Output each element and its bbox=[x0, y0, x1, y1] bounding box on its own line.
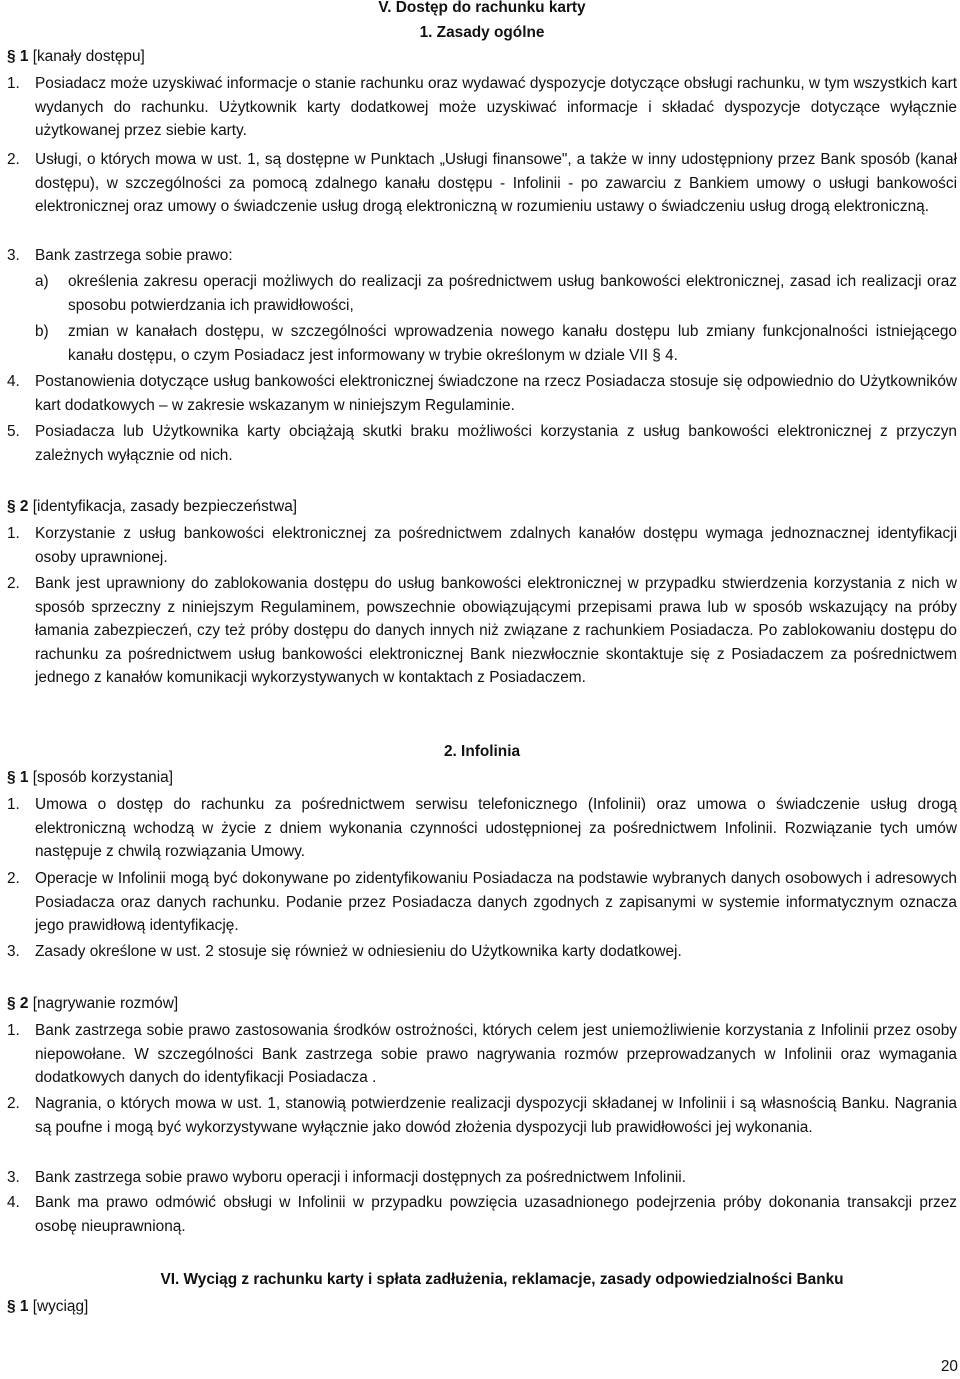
list-item: 3. Bank zastrzega sobie prawo: bbox=[7, 247, 233, 264]
paragraph-heading: § 1 [wyciąg] bbox=[7, 1298, 89, 1315]
list-item: 1. Umowa o dostęp do rachunku za pośrednictwem serwisu telefonicznego (Infolinii) oraz umowa o świadczenie usług drogą elektroniczną wchodzą w życie z dniem wykonania czynności udostępnionej za pośrednictwem Infolinii. Rozwiązanie tych umów następuje z chwilą rozwiązania Umowy. bbox=[7, 796, 957, 861]
section-symbol: § bbox=[7, 995, 16, 1012]
page-number: 20 bbox=[940, 1358, 958, 1375]
list-item: 1. Korzystanie z usług bankowości elektronicznej za pośrednictwem zdalnych kanałów dostępu wymaga jednoznacznej identyfikacji osoby uprawnionej. bbox=[7, 525, 957, 566]
paragraph-heading: § 2 [identyfikacja, zasady bezpieczeństwa] bbox=[7, 498, 298, 515]
paragraph-heading: § 1 [kanały dostępu] bbox=[7, 48, 145, 65]
paragraph-heading: § 2 [nagrywanie rozmów] bbox=[7, 995, 179, 1012]
section-symbol: § bbox=[7, 48, 16, 65]
list-item: 3. Bank zastrzega sobie prawo wyboru operacji i informacji dostępnych za pośrednictwem Infolinii. bbox=[7, 1169, 686, 1186]
list-item: 2. Bank jest uprawniony do zablokowania dostępu do usług bankowości elektronicznej w przypadku stwierdzenia korzystania z nich w sposób sprzeczny z niniejszym Regulaminem, powszechnie obowiązującymi przepisami prawa lub w sposób wskazujący na próby łamania zabezpieczeń, czy też próby dostępu do danych innych niż związane z rachunkiem Posiadacza. Po zablokowaniu dostępu do rachunku za pośrednictwem usług bankowości elektronicznej Bank niezwłocznie skontaktuje się z Posiadaczem za pośrednictwem jednego z kanałów komunikacji wykorzystywanych w kontaktach z Posiadaczem. bbox=[7, 575, 957, 687]
list-item: 1. Posiadacz może uzyskiwać informacje o stanie rachunku oraz wydawać dyspozycje dotyczące obsługi rachunku, w tym wszystkich kart wydanych do rachunku. Użytkownik karty dodatkowej może uzyskiwać informacje i składać dyspozycje dotyczące wyłącznie użytkowanej przez siebie karty. bbox=[7, 75, 957, 140]
section-infolinia-title: 2. Infolinia bbox=[443, 743, 521, 760]
section-symbol: § bbox=[7, 769, 16, 786]
sub-list-item: a) określenia zakresu operacji możliwych do realizacji za pośrednictwem usług bankowości elektronicznej, zasad ich realizacji oraz sposobu potwierdzania ich prawidłowości, bbox=[35, 273, 957, 314]
list-item: 3. Zasady określone w ust. 2 stosuje się również w odniesieniu do Użytkownika karty dodatkowej. bbox=[7, 943, 682, 960]
list-item: 4. Postanowienia dotyczące usług bankowości elektronicznej świadczone na rzecz Posiadacza stosuje się odpowiednio do Użytkowników kart dodatkowych – w zakresie wskazanym w niniejszym Regulaminie. bbox=[7, 373, 957, 414]
list-item: 4. Bank ma prawo odmówić obsługi w Infolinii w przypadku powzięcia uzasadnionego podejrzenia próby dokonania transakcji przez osobę nieuprawnioną. bbox=[7, 1194, 957, 1235]
list-item: 2. Usługi, o których mowa w ust. 1, są dostępne w Punktach „Usługi finansowe", a także w inny udostępniony przez Bank sposób (kanał dostępu), w szczególności za pomocą zdalnego kanału dostępu - Infolinii - po zawarciu z Bankiem umowy o usługi bankowości elektronicznej oraz umowy o świadczenie usług drogą elektroniczną w rozumieniu ustawy o świadczeniu usług drogą elektroniczną. bbox=[7, 151, 957, 216]
sub-list-item: b) zmian w kanałach dostępu, w szczególności wprowadzenia nowego kanału dostępu lub zmiany funkcjonalności istniejącego kanału dostępu, o czym Posiadacz jest informowany w trybie określonym w dziale VII § 4. bbox=[35, 323, 957, 364]
section-symbol: § bbox=[7, 1298, 16, 1315]
paragraph-heading: § 1 [sposób korzystania] bbox=[7, 769, 173, 786]
section-vi-title: VI. Wyciąg z rachunku karty i spłata zadłużenia, reklamacje, zasady odpowiedzialności Banku bbox=[160, 1271, 844, 1288]
section-v-subtitle: 1. Zasady ogólne bbox=[419, 24, 545, 41]
list-item: 2. Nagrania, o których mowa w ust. 1, stanowią potwierdzenie realizacji dyspozycji składanej w Infolinii i są własnością Banku. Nagrania są poufne i mogą być wykorzystywane wyłącznie jako dowód złożenia dyspozycji lub prawidłowości jej wykonania. bbox=[7, 1095, 957, 1136]
list-item: 2. Operacje w Infolinii mogą być dokonywane po zidentyfikowaniu Posiadacza na podstawie wybranych danych osobowych i adresowych Posiadacza oraz danych rachunku. Podanie przez Posiadacza danych zgodnych z zapisanymi w systemie informatycznym oznacza jego prawidłową identyfikację. bbox=[7, 870, 957, 935]
list-item: 1. Bank zastrzega sobie prawo zastosowania środków ostrożności, których celem jest uniemożliwienie korzystania z Infolinii przez osoby niepowołane. W szczególności Bank zastrzega sobie prawo nagrywania rozmów przeprowadzanych w Infolinii oraz wymagania dodatkowych danych do identyfikacji Posiadacza . bbox=[7, 1022, 957, 1087]
section-v-title: V. Dostęp do rachunku karty bbox=[378, 0, 586, 16]
section-symbol: § bbox=[7, 498, 16, 515]
list-item: 5. Posiadacza lub Użytkownika karty obciążają skutki braku możliwości korzystania z usług bankowości elektronicznej z przyczyn zależnych wyłącznie od nich. bbox=[7, 423, 957, 464]
